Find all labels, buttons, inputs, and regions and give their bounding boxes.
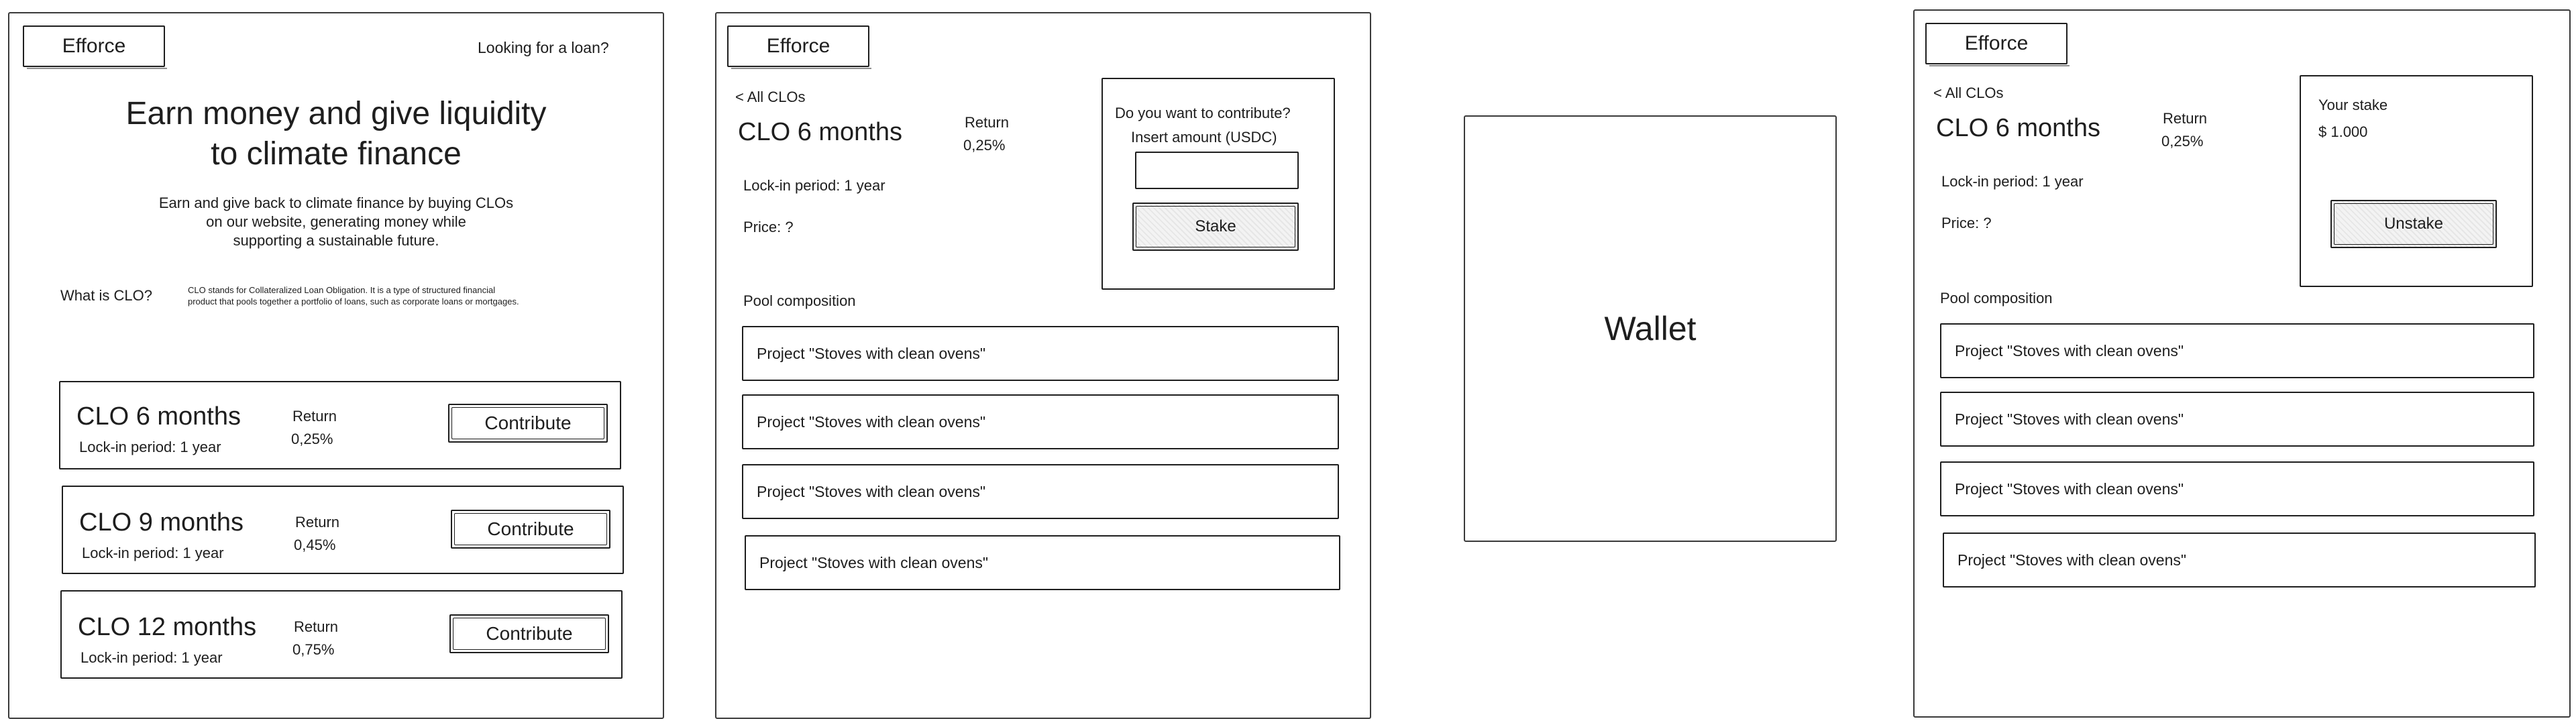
contribute-button-label: Contribute <box>484 412 572 433</box>
stake-amount: $ 1.000 <box>2318 123 2368 140</box>
pool-item[interactable] <box>1943 533 2536 588</box>
pool-item-label: Project "Stoves with clean ovens" <box>1955 341 2184 359</box>
pool-item[interactable] <box>742 326 1339 381</box>
hero-subtext-line1: Earn and give back to climate finance by buying CLOs <box>158 194 514 211</box>
contribute-button[interactable] <box>449 614 609 653</box>
landing-screen <box>8 12 664 719</box>
contribute-button[interactable] <box>451 510 610 549</box>
clo-return-label: Return <box>292 408 337 425</box>
clo-detail-screen <box>715 12 1371 719</box>
contribute-question: Do you want to contribute? <box>1115 105 1291 121</box>
stake-panel <box>2300 75 2533 287</box>
clo-title: CLO 6 months <box>738 118 902 146</box>
what-is-clo-label: What is CLO? <box>60 287 152 304</box>
clo-return-value: 0,75% <box>292 641 335 658</box>
pool-item[interactable] <box>1940 323 2534 378</box>
hero-headline-line2: to climate finance <box>211 136 462 172</box>
pool-item-label: Project "Stoves with clean ovens" <box>757 412 986 431</box>
pool-item-label: Project "Stoves with clean ovens" <box>1957 551 2187 569</box>
clo-return-label: Return <box>294 618 339 635</box>
loan-link[interactable]: Looking for a loan? <box>478 39 609 56</box>
clo-card <box>62 486 624 574</box>
contribute-button-label: Contribute <box>486 623 573 644</box>
stake-button-label: Stake <box>1195 217 1236 235</box>
pool-item[interactable] <box>745 535 1340 590</box>
hero-headline-line1: Earn money and give liquidity <box>125 96 547 131</box>
brand-logo[interactable]: Efforce <box>1925 23 2068 64</box>
pool-item[interactable] <box>742 464 1339 519</box>
pool-item-label: Project "Stoves with clean ovens" <box>1955 480 2184 498</box>
pool-composition-label: Pool composition <box>1940 290 2053 306</box>
clo-lock-period: Lock-in period: 1 year <box>82 545 224 561</box>
what-is-clo-text-line1: CLO stands for Collateralized Loan Obligation. It is a type of structured financial <box>188 285 496 295</box>
amount-input-wrapper <box>1135 152 1299 189</box>
amount-input[interactable] <box>1136 153 1297 188</box>
clo-return-label: Return <box>295 514 340 530</box>
clo-lock-period: Lock-in period: 1 year <box>1941 173 2084 190</box>
hero-subtext-line3: supporting a sustainable future. <box>233 232 439 249</box>
wallet-screen <box>1464 115 1837 542</box>
clo-return-value: 0,25% <box>963 137 1006 154</box>
clo-price: Price: ? <box>1941 215 1992 231</box>
clo-title: CLO 6 months <box>76 402 241 431</box>
your-stake-label: Your stake <box>2318 97 2388 113</box>
pool-item-label: Project "Stoves with clean ovens" <box>757 482 986 500</box>
clo-lock-period: Lock-in period: 1 year <box>80 649 223 666</box>
clo-return-label: Return <box>2163 110 2208 127</box>
pool-item[interactable] <box>1940 392 2534 447</box>
hero-subtext-line2: on our website, generating money while <box>206 213 466 230</box>
contribute-button-label: Contribute <box>487 518 574 539</box>
wallet-label: Wallet <box>1604 310 1697 347</box>
brand-logo[interactable]: Efforce <box>23 25 165 67</box>
clo-lock-period: Lock-in period: 1 year <box>79 439 221 455</box>
pool-composition-label: Pool composition <box>743 292 856 309</box>
clo-price: Price: ? <box>743 219 794 235</box>
stake-button[interactable] <box>1132 203 1299 251</box>
brand-logo[interactable]: Efforce <box>727 25 869 67</box>
pool-item-label: Project "Stoves with clean ovens" <box>757 344 986 362</box>
what-is-clo-text-line2: product that pools together a portfolio of loans, such as corporate loans or mortgages. <box>188 296 519 306</box>
clo-return-value: 0,45% <box>294 537 336 553</box>
contribute-panel <box>1102 78 1335 290</box>
unstake-button-label: Unstake <box>2383 215 2444 233</box>
pool-item-label: Project "Stoves with clean ovens" <box>1955 410 2184 428</box>
clo-return-label: Return <box>965 114 1010 131</box>
pool-item[interactable] <box>1940 461 2534 516</box>
amount-label: Insert amount (USDC) <box>1131 129 1277 146</box>
clo-return-value: 0,25% <box>2161 133 2204 150</box>
pool-item-label: Project "Stoves with clean ovens" <box>759 553 989 571</box>
clo-card <box>60 590 623 679</box>
back-link[interactable]: < All CLOs <box>1933 85 2004 101</box>
clo-return-value: 0,25% <box>291 431 333 447</box>
clo-title: CLO 12 months <box>78 613 257 641</box>
clo-lock-period: Lock-in period: 1 year <box>743 177 885 194</box>
clo-title: CLO 9 months <box>79 508 244 537</box>
unstake-button[interactable] <box>2330 200 2497 248</box>
clo-title: CLO 6 months <box>1936 114 2100 142</box>
contribute-button[interactable] <box>448 404 608 443</box>
back-link[interactable]: < All CLOs <box>735 89 806 105</box>
clo-card <box>59 381 621 469</box>
clo-staked-screen <box>1913 9 2571 718</box>
pool-item[interactable] <box>742 394 1339 449</box>
